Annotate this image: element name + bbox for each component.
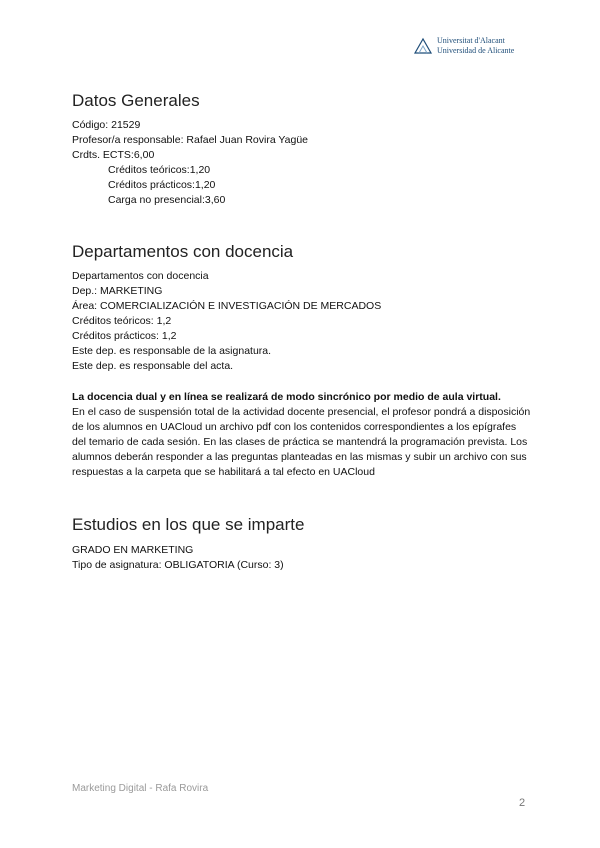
creditos-ects: Crdts. ECTS:6,00 xyxy=(72,149,155,161)
logo-line-2: Universidad de Alicante xyxy=(437,46,515,55)
university-logo-icon xyxy=(413,37,433,55)
footer-text: Marketing Digital - Rafa Rovira xyxy=(72,783,209,794)
carga-no-presencial: Carga no presencial:3,60 xyxy=(108,194,226,206)
dep-creditos-practicos: Créditos prácticos: 1,2 xyxy=(72,330,177,342)
nota-suspension: En el caso de suspensión total de la actividad docente presencial, el profesor pondrá a disposición de los alumnos en UACloud un archivo pdf con los contenidos correspondientes a los epígrafes del temario de cada sesión. En las clases de práctica se mantendrá la programación prevista. Los alumnos deberán responder a las preguntas planteadas en las mismas y subir un archivo con sus respuestas a la carpeta que se habilitará a tal efecto en UACloud xyxy=(72,406,531,478)
logo-text xyxy=(437,36,514,56)
creditos-teoricos: Créditos teóricos:1,20 xyxy=(108,164,211,176)
profesor-responsable: Profesor/a responsable: Rafael Juan Rovira Yagüe xyxy=(72,134,309,146)
tipo-asignatura: Tipo de asignatura: OBLIGATORIA (Curso: 3) xyxy=(72,559,284,571)
creditos-practicos: Créditos prácticos:1,20 xyxy=(108,179,216,191)
grado: GRADO EN MARKETING xyxy=(72,544,194,556)
codigo: Código: 21529 xyxy=(72,119,141,131)
departamento: Dep.: MARKETING xyxy=(72,285,163,297)
departamentos-subtitle: Departamentos con docencia xyxy=(72,270,209,282)
page-number: 2 xyxy=(519,797,526,809)
section-title-datos-generales: Datos Generales xyxy=(72,91,200,110)
responsable-asignatura: Este dep. es responsable de la asignatura. xyxy=(72,345,272,357)
dep-creditos-teoricos: Créditos teóricos: 1,2 xyxy=(72,315,172,327)
area: Área: COMERCIALIZACIÓN E INVESTIGACIÓN DE MERCADOS xyxy=(72,300,382,312)
logo-line-1: Universitat d'Alacant xyxy=(437,36,505,45)
section-title-estudios: Estudios en los que se imparte xyxy=(72,515,305,534)
university-logo xyxy=(413,36,514,56)
section-title-departamentos: Departamentos con docencia xyxy=(72,242,294,261)
responsable-acta: Este dep. es responsable del acta. xyxy=(72,360,234,372)
nota-docencia-dual: La docencia dual y en línea se realizará de modo sincrónico por medio de aula virtual. xyxy=(72,391,501,403)
